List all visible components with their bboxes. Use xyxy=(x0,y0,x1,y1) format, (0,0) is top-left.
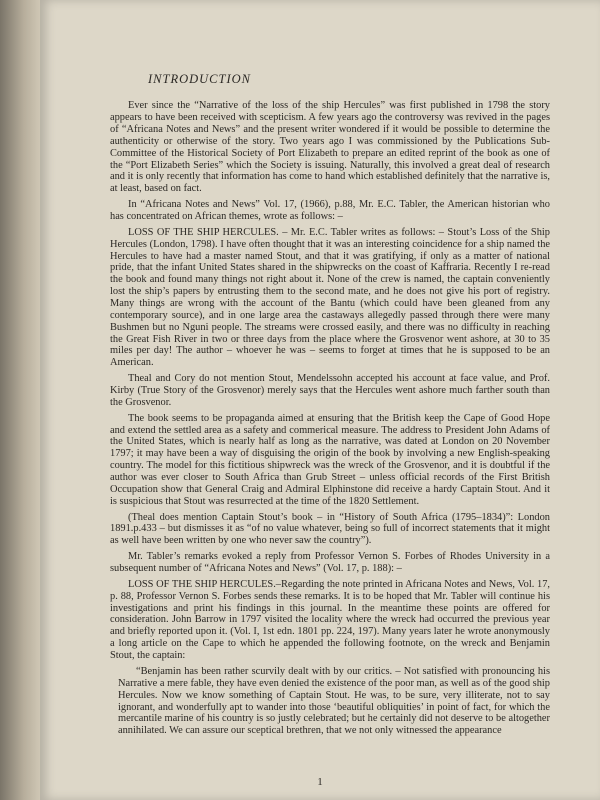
book-page xyxy=(40,0,600,800)
paragraph-5: The book seems to be propaganda aimed at ensuring that the British keep the Cape of Good Hope and extend the settled area as a safety and commerical measure. The address to President John Adams of the United States, which is nearly half as long as the narrative, was dated at London on 20 November 1797; it may have been a way of disguising the origin of the book by involving a new English-speaking country. The model for this fictitious shipwreck was the wreck of the Grosvenor, and it is doubtful if the author was ever closer to South Africa than Grub Street – unless official records of the First British Occupation show that General Craig and Admiral Elphinstone did receive a hardy Captain Stout. And it is suspicious that Stout was resurrected at the time of the 1820 Settlement. xyxy=(110,412,550,507)
paragraph-6: (Theal does mention Captain Stout’s book – in “History of South Africa (1795–1834)”: London 1891.p.433 – but dismisses it as “of no value whatever, being so full of incorrect statements that it might as well have been written by one who never saw the country”). xyxy=(110,511,550,547)
paragraph-8: LOSS OF THE SHIP HERCULES.–Regarding the note printed in Africana Notes and News, Vol. 17, p. 88, Professor Vernon S. Forbes sends these remarks. It is to be hoped that Mr. Tabler will continue his investigations and print his findings in this journal. In the meantime these points are offered for consideration. John Barrow in 1797 visited the locality where the wreck had occurred the previous year and briefly reported upon it. (Vol. I, 1st edn. 1801 pp. 224, 197). Many years later he wrote anonymously a long article on the Cape to which he appended the following footnote, on the wreck and Benjamin Stout, the captain: xyxy=(110,578,550,662)
paragraph-7: Mr. Tabler’s remarks evoked a reply from Professor Vernon S. Forbes of Rhodes University in a subsequent number of “Africana Notes and News” (Vol. 17, p. 188): – xyxy=(110,551,550,575)
paragraph-1: Ever since the “Narrative of the loss of the ship Hercules” was first published in 1798 the story appears to have been received with scepticism. A few years ago the controversy was revived in the pages of “Africana Notes and News” and the present writer wondered if it would be possible to determine the authenticity or otherwise of the story. Two years ago I was commissioned by the Publications Sub-Committee of the Historical Society of Port Elizabeth to prepare an edited reprint of the book as one of the “Port Elizabeth Series” which the Society is issuing. Naturally, this involved a great deal of research and it is only recently that information has come to hand which established definitely that the narrative is, at least, based on fact. xyxy=(110,100,550,195)
paragraph-9-quote: “Benjamin has been rather scurvily dealt with by our critics. – Not satisfied with pronouncing his Narrative a mere fable, they have even denied the existence of the poor man, as well as of the good ship Hercules. Now we know something of Captain Stout. He was, to be sure, very illiterate, not to say ignorant, and wonderfully apt to wander into those ‘beautiful obliquities’ in point of fact, for which the mercantile marine of his country is so justly celebrated; but he certainly did not deserve to be altogether annihilated. We can assure our sceptical brethren, that we not only witnessed the appearance xyxy=(118,665,550,737)
paragraph-3: LOSS OF THE SHIP HERCULES. – Mr. E.C. Tabler writes as follows: – Stout’s Loss of the Ship Hercules (London, 1798). I have often thought that it was an interesting coincidence for a ship named the Hercules to have had a master named Stout, and that it was gratifying, if only as a matter of national pride, that the infant United States shared in the shipwrecks on the coast of Kaffraria. Recently I re-read the book and found many things not right about it. None of the crew is named, the captain conveniently lost the ship’s papers by entrusting them to the second mate, and he does not give his port of registry. Many things are wrong with the account of the Bantu (which could have been gleaned from any contemporary source), and in one large area the castaways allegedly passed through there were many Bushmen but no Nguni people. The streams were crossed easily, and there was no difficulty in reaching the Great Fish River in two or three days from the place where the Grosvenor went ashore, at 30 to 35 miles per day! The author – whoever he was – seems to forget at times that he is supposed to be an American. xyxy=(110,226,550,369)
paragraph-2: In “Africana Notes and News” Vol. 17, (1966), p.88, Mr. E.C. Tabler, the American historian who has concentrated on African themes, wrote as follows: – xyxy=(110,199,550,222)
book-spine-shadow xyxy=(0,0,40,800)
paragraph-4: Theal and Cory do not mention Stout, Mendelssohn accepted his account at face value, and Prof. Kirby (True Story of the Grosvenor) merely says that the Hercules went ashore much farther south than the Grosvenor. xyxy=(110,373,550,408)
section-heading: INTRODUCTION xyxy=(148,72,251,86)
page-text-block xyxy=(110,60,550,741)
page-number: 1 xyxy=(317,776,323,788)
